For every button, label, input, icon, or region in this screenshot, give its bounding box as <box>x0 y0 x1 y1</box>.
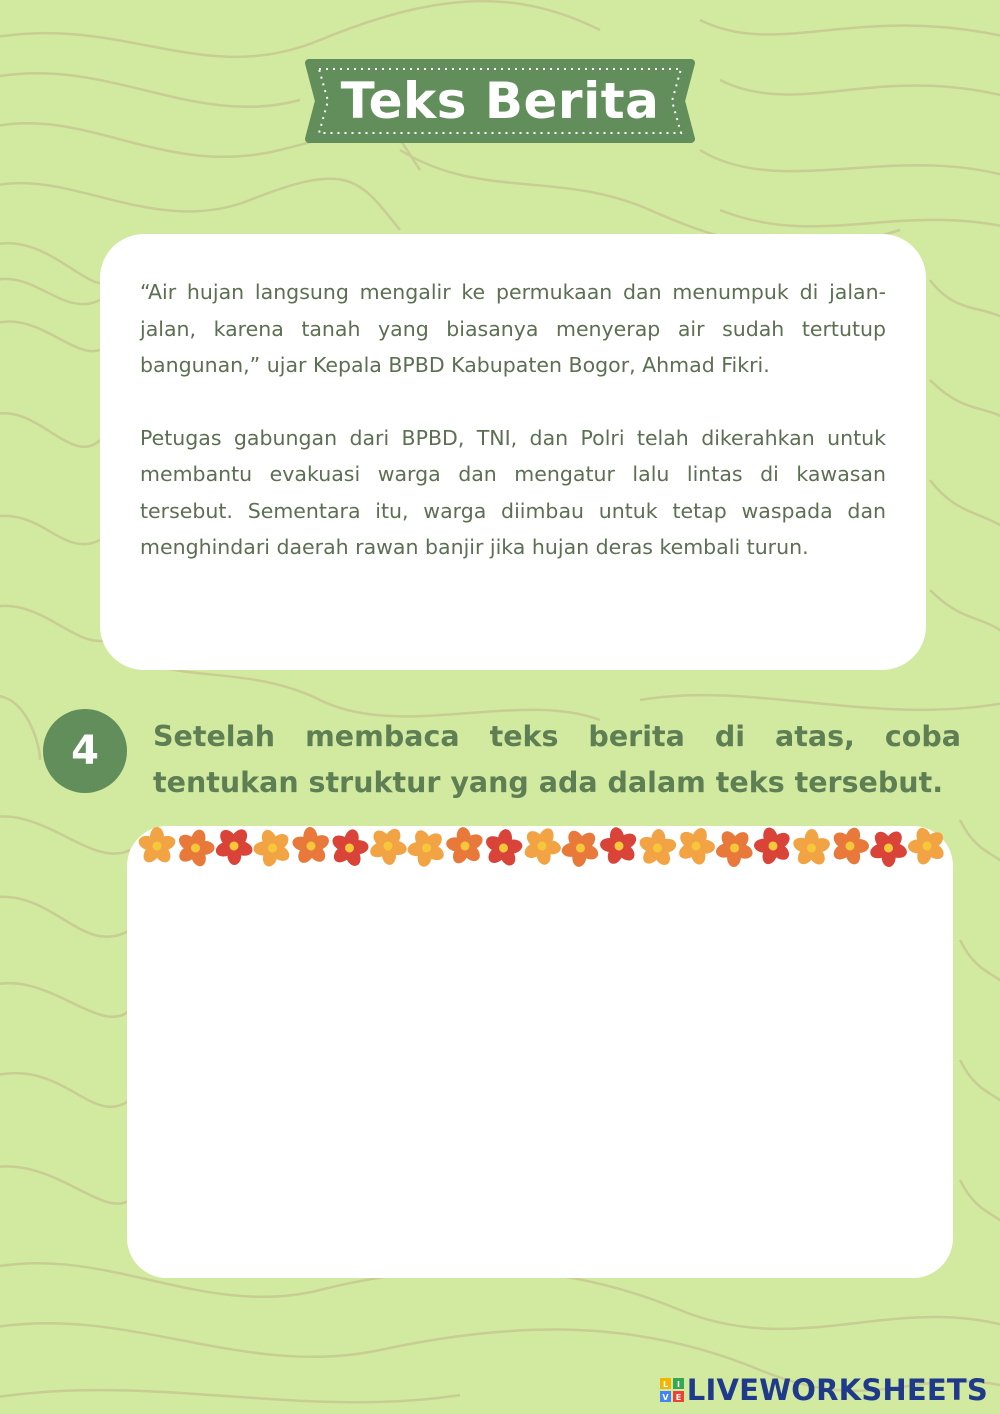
flower-icon <box>361 822 415 872</box>
flower-icon <box>206 822 261 872</box>
liveworksheets-brand: LIVEWORKSHEETS <box>686 1373 988 1407</box>
svg-text:E: E <box>675 1393 682 1402</box>
flower-icon <box>325 825 373 872</box>
flower-icon <box>636 827 680 869</box>
flower-icon <box>592 822 646 872</box>
flower-icon <box>670 822 722 872</box>
liveworksheets-logo <box>660 1372 988 1408</box>
flower-icon <box>825 822 875 871</box>
svg-text:V: V <box>662 1393 669 1402</box>
news-body <box>140 274 886 602</box>
news-paragraph: Petugas gabungan dari BPBD, TNI, dan Polri telah dikerahkan untuk membantu evakuasi warga dan mengatur lalu lintas di kawasan tersebut. Sementara itu, warga diimbau untuk tetap waspada dan menghindari daerah rawan banjir jika hujan deras kembali turun. <box>140 425 886 559</box>
flower-border <box>127 822 953 872</box>
page-title: Teks Berita <box>340 72 660 130</box>
flower-icon <box>791 829 832 868</box>
flower-icon <box>137 827 177 865</box>
question-number-badge: 4 <box>43 709 127 793</box>
news-paragraph: “Air hujan langsung mengalir ke permukaan dan menumpuk di jalan-jalan, karena tanah yang biasanya menyerap air sudah tertutup bangunan,” ujar Kepala BPBD Kabupaten Bogor, Ahmad Fikri. <box>140 280 886 377</box>
title-banner <box>303 55 697 147</box>
flower-icon <box>439 822 491 872</box>
flower-icon <box>285 822 336 872</box>
news-text-card <box>100 234 926 670</box>
flower-icon <box>480 826 526 870</box>
question-text: Setelah membaca teks berita di atas, coba tentukan struktur yang ada dalam teks tersebut. <box>153 720 961 799</box>
flower-icon <box>899 822 953 872</box>
flower-icon <box>170 824 220 872</box>
flower-icon <box>552 822 608 872</box>
flower-icon <box>746 822 801 872</box>
svg-text:L: L <box>662 1380 668 1389</box>
answer-box[interactable] <box>127 826 953 1278</box>
flower-icon <box>398 822 454 872</box>
flower-icon <box>861 822 916 872</box>
svg-text:I: I <box>676 1380 680 1389</box>
flower-icon <box>245 822 300 872</box>
liveworksheets-logo-icon <box>660 1378 684 1402</box>
flower-icon <box>515 822 568 872</box>
